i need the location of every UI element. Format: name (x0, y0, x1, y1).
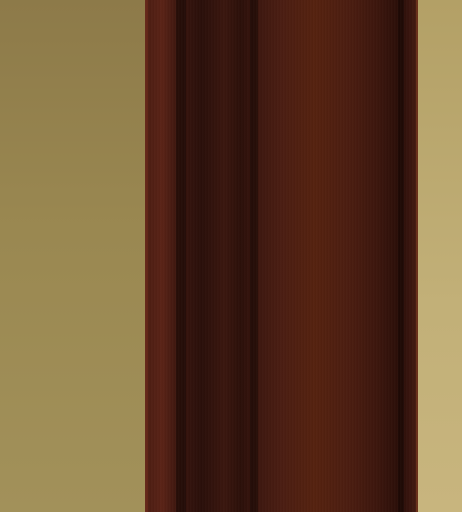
wooden-door-frame (145, 0, 428, 512)
frame-edge-left (145, 0, 148, 512)
frame-groove (398, 0, 404, 512)
wall-left (0, 0, 150, 512)
wall-right (418, 0, 462, 512)
frame-groove (176, 0, 186, 512)
frame-groove (250, 0, 258, 512)
